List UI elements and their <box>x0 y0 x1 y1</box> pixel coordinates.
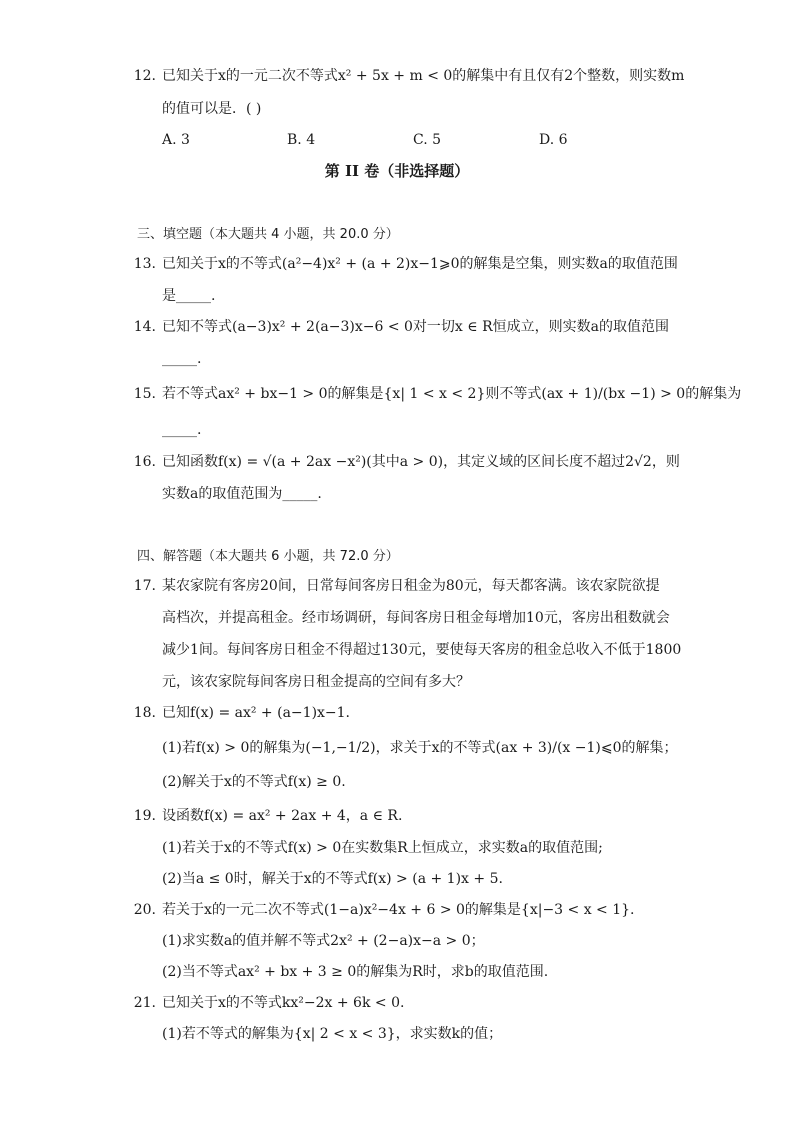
section-heading: 三、填空题（本大题共 4 小题，共 20.0 分） <box>137 227 399 242</box>
question-number: 20. <box>133 902 156 918</box>
question-number: 13. <box>133 256 156 272</box>
question-text: (2)当不等式ax² + bx + 3 ≥ 0的解集为R时，求b的取值范围. <box>162 964 549 980</box>
question-text: 已知关于x的不等式(a²−4)x² + (a + 2)x−1⩾0的解集是空集，则实数a的取值范围 <box>162 256 678 272</box>
question-number: 17. <box>133 578 156 594</box>
option-b: B. 4 <box>287 132 316 148</box>
question-text: 高档次，并提高租金。经市场调研，每间客房日租金每增加10元，客房出租数就会 <box>162 610 670 626</box>
question-number: 19. <box>133 808 156 824</box>
option-a: A. 3 <box>162 132 190 148</box>
question-text: 是_____. <box>162 288 216 304</box>
question-text: (2)解关于x的不等式f(x) ≥ 0. <box>162 774 346 790</box>
question-text: 若关于x的一元二次不等式(1−a)x²−4x + 6 > 0的解集是{x|−3 < x < 1}. <box>162 902 635 918</box>
question-text: 已知f(x) = ax² + (a−1)x−1. <box>162 705 351 721</box>
option-c: C. 5 <box>413 132 442 148</box>
question-number: 21. <box>133 995 156 1011</box>
question-number: 18. <box>133 705 156 721</box>
question-number: 12. <box>133 68 156 84</box>
question-text: 的值可以是．( ) <box>162 101 262 117</box>
question-text: 已知不等式(a−3)x² + 2(a−3)x−6 < 0对一切x ∈ R恒成立，则实数a的取值范围 <box>162 319 669 335</box>
option-d: D. 6 <box>539 132 568 148</box>
question-text: 若不等式ax² + bx−1 > 0的解集是{x| 1 < x < 2}则不等式(ax + 1)/(bx −1) > 0的解集为 <box>162 386 742 402</box>
question-number: 16. <box>133 454 156 470</box>
question-text: 已知函数f(x) = √(a + 2ax −x²)(其中a > 0)，其定义域的区间长度不超过2√2，则 <box>162 454 680 470</box>
question-text: (1)求实数a的值并解不等式2x² + (2−a)x−a > 0； <box>162 933 485 949</box>
question-text: 已知关于x的不等式kx²−2x + 6k < 0. <box>162 995 405 1011</box>
question-text: (1)若f(x) > 0的解集为(−1,−1/2)，求关于x的不等式(ax + 3)/(x −1)⩽0的解集； <box>162 740 678 756</box>
question-text: (2)当a ≤ 0时，解关于x的不等式f(x) > (a + 1)x + 5. <box>162 871 503 887</box>
question-text: 减少1间。每间客房日租金不得超过130元，要使每天客房的租金总收入不低于1800 <box>162 642 682 658</box>
question-text: (1)若不等式的解集为{x| 2 < x < 3}，求实数k的值； <box>162 1026 503 1042</box>
section-heading: 四、解答题（本大题共 6 小题，共 72.0 分） <box>137 549 399 564</box>
question-text: 实数a的取值范围为_____. <box>162 486 322 502</box>
question-text: 某农家院有客房20间，日常每间客房日租金为80元，每天都客满。该农家院欲提 <box>162 578 660 594</box>
question-number: 14. <box>133 319 156 335</box>
question-number: 15. <box>133 386 156 402</box>
question-text: 设函数f(x) = ax² + 2ax + 4，a ∈ R. <box>162 808 403 824</box>
question-text: (1)若关于x的不等式f(x) > 0在实数集R上恒成立，求实数a的取值范围; <box>162 840 603 856</box>
question-text: _____. <box>162 351 202 367</box>
part-title: 第 II 卷（非选择题） <box>324 162 470 180</box>
question-text: _____. <box>162 422 202 438</box>
question-text: 已知关于x的一元二次不等式x² + 5x + m < 0的解集中有且仅有2个整数，则实数m <box>162 68 685 84</box>
question-text: 元，该农家院每间客房日租金提高的空间有多大？ <box>162 674 470 690</box>
